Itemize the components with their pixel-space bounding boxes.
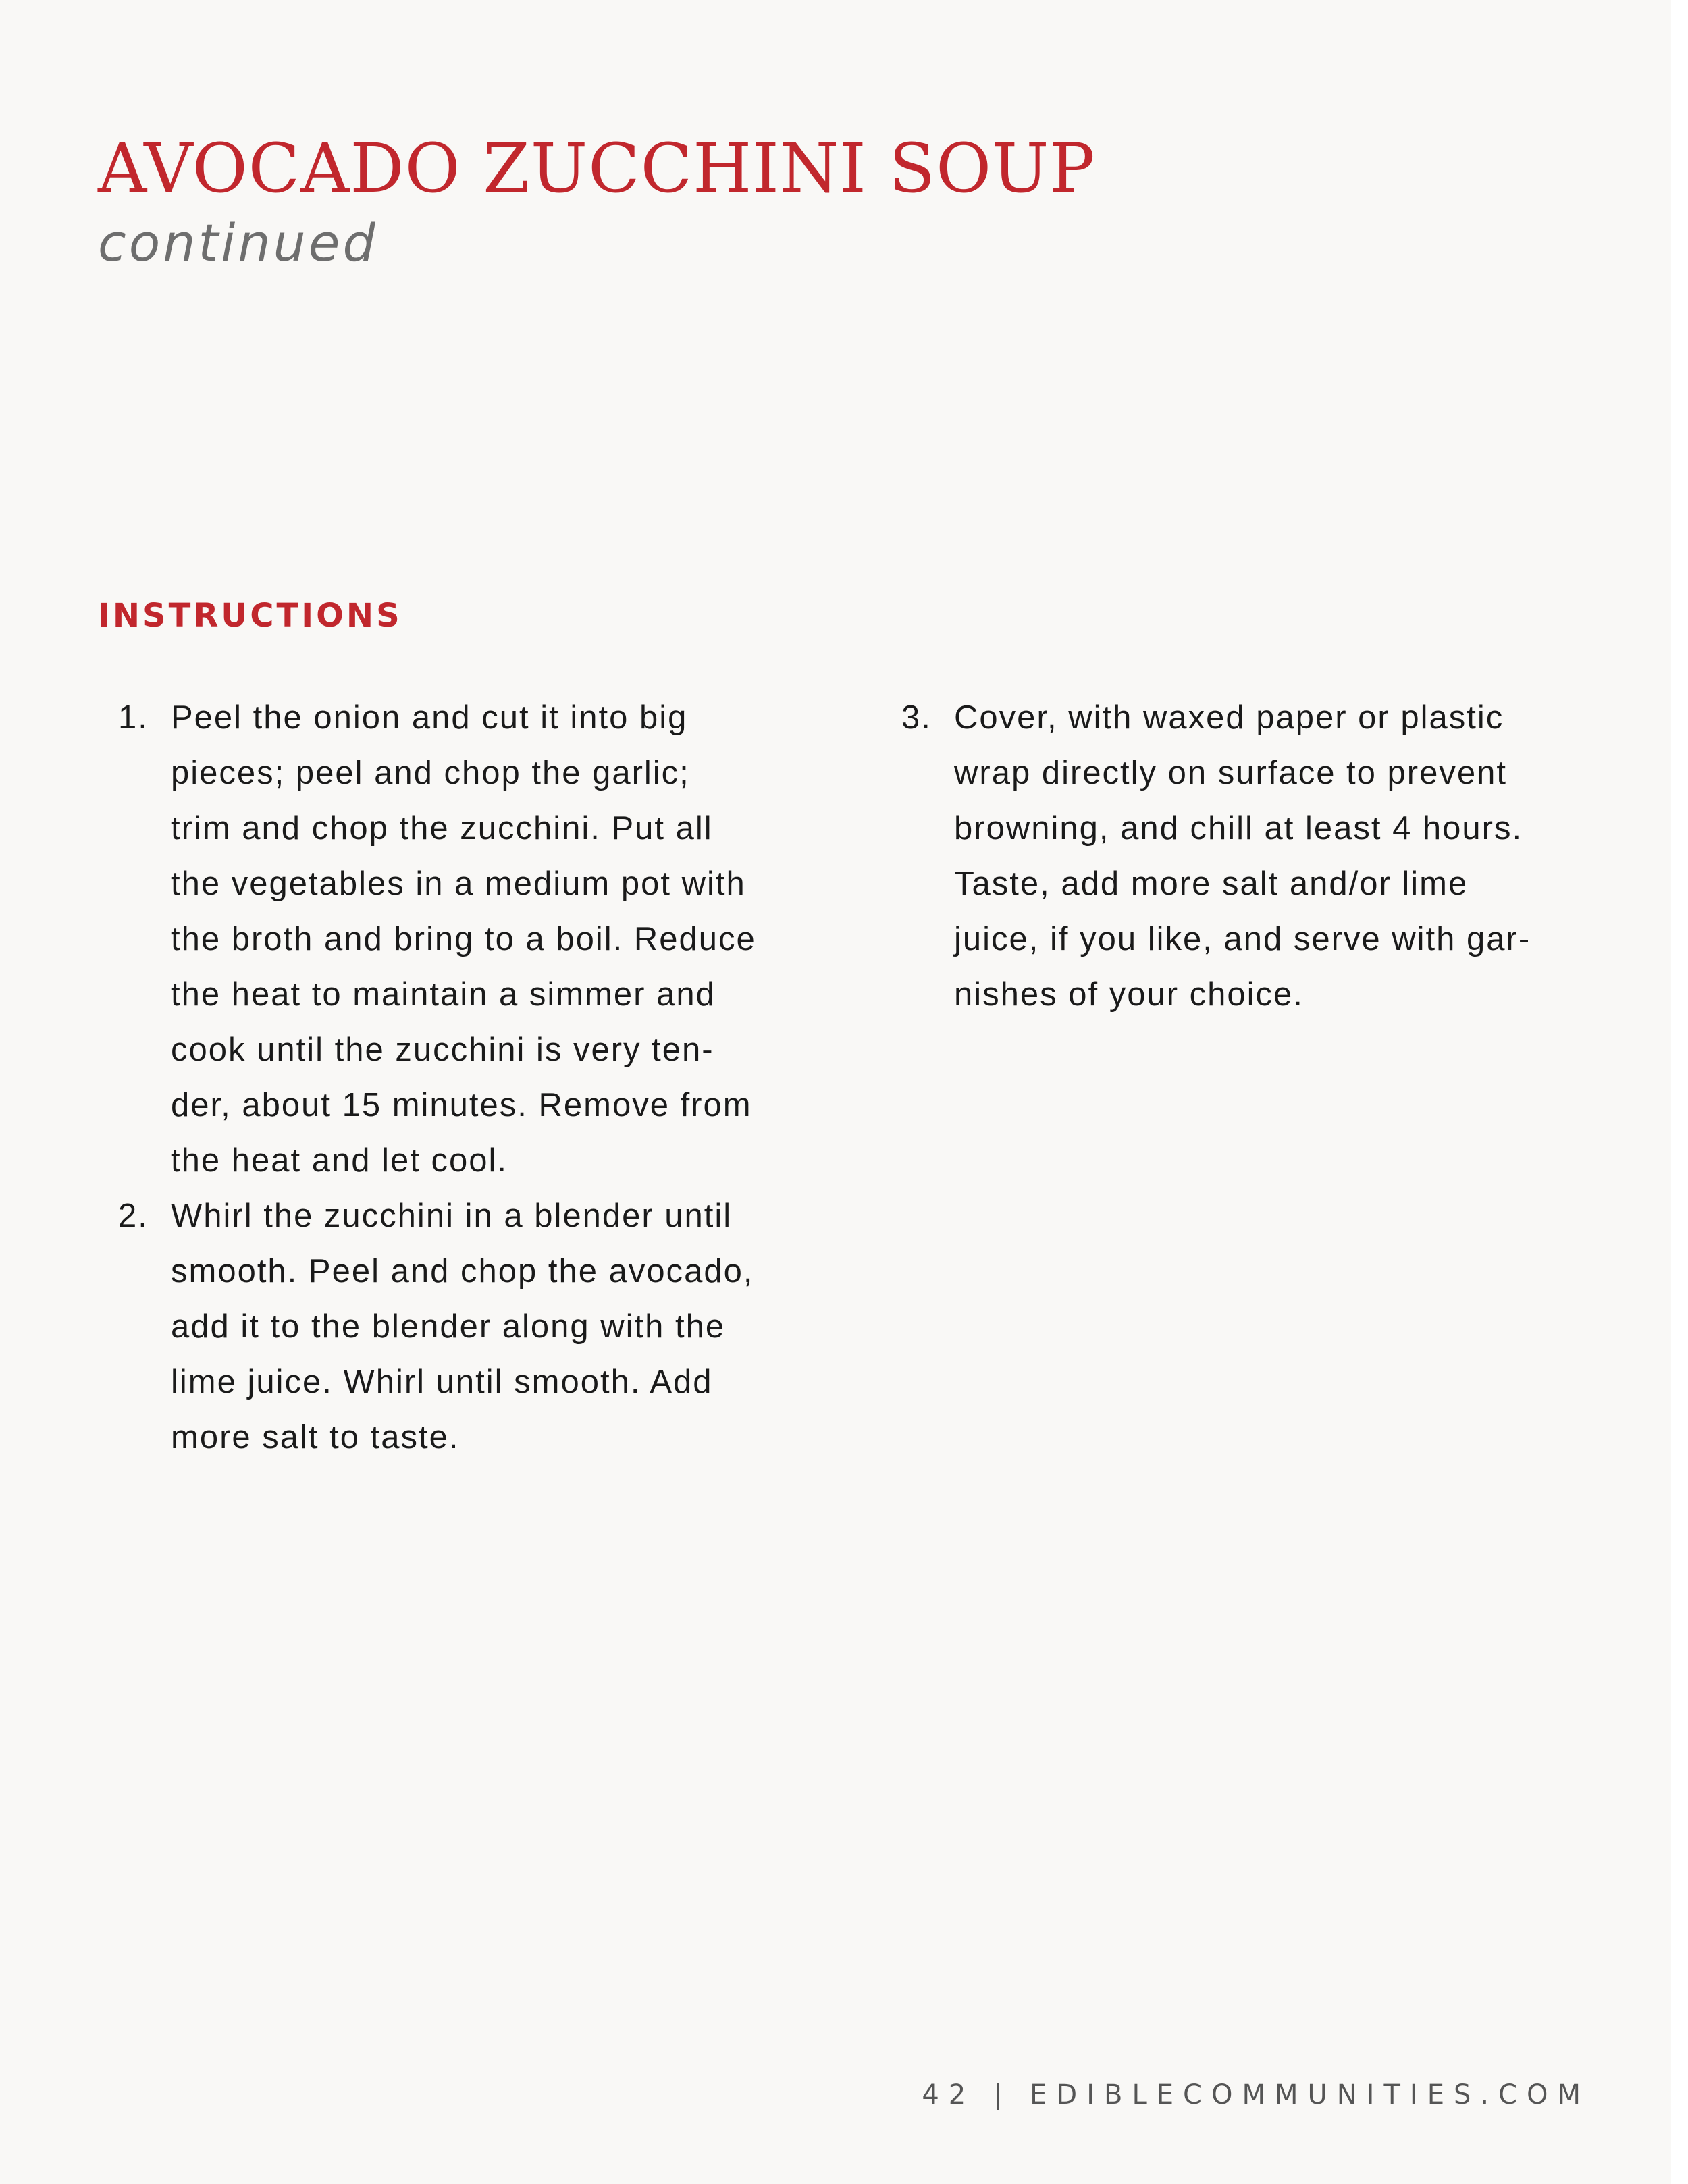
- step-number: 2.: [118, 1198, 149, 1234]
- step-text: Cover, with waxed paper or plastic wrap directly on surface to prevent browning, and chill at least 4 hours. Taste, add more salt and/or lime juice, if you like, and serve with gar- nishes of your choice.: [954, 699, 1531, 1013]
- recipe-title: AVOCADO ZUCCHINI SOUP: [98, 129, 1096, 208]
- instructions-heading: INSTRUCTIONS: [98, 597, 402, 635]
- instruction-step-2: [118, 1188, 847, 1465]
- footer-separator: |: [993, 2079, 1012, 2110]
- instruction-step-1: [118, 690, 847, 1188]
- page-number: 42: [922, 2079, 976, 2110]
- step-number: 3.: [901, 699, 932, 736]
- site-link[interactable]: EDIBLECOMMUNITIES.COM: [1030, 2079, 1590, 2110]
- page-footer: [810, 2079, 1590, 2110]
- instruction-step-3: [901, 690, 1577, 1022]
- step-text: Whirl the zucchini in a blender until smooth. Peel and chop the avocado, add it to the blender along with the lime juice. Whirl until smooth. Add more salt to taste.: [171, 1198, 754, 1456]
- recipe-subtitle: continued: [98, 213, 378, 273]
- step-text: Peel the onion and cut it into big pieces; peel and chop the garlic; trim and chop the zucchini. Put all the vegetables in a medium pot with the broth and bring to a boil. Reduce the heat to maintain a simmer and cook until the zucchini is very ten- der, about 15 minutes. Remove from the heat and let cool.: [171, 699, 756, 1179]
- instructions-list-right: [901, 690, 1577, 1022]
- step-number: 1.: [118, 699, 149, 736]
- instructions-list-left: [118, 690, 847, 1465]
